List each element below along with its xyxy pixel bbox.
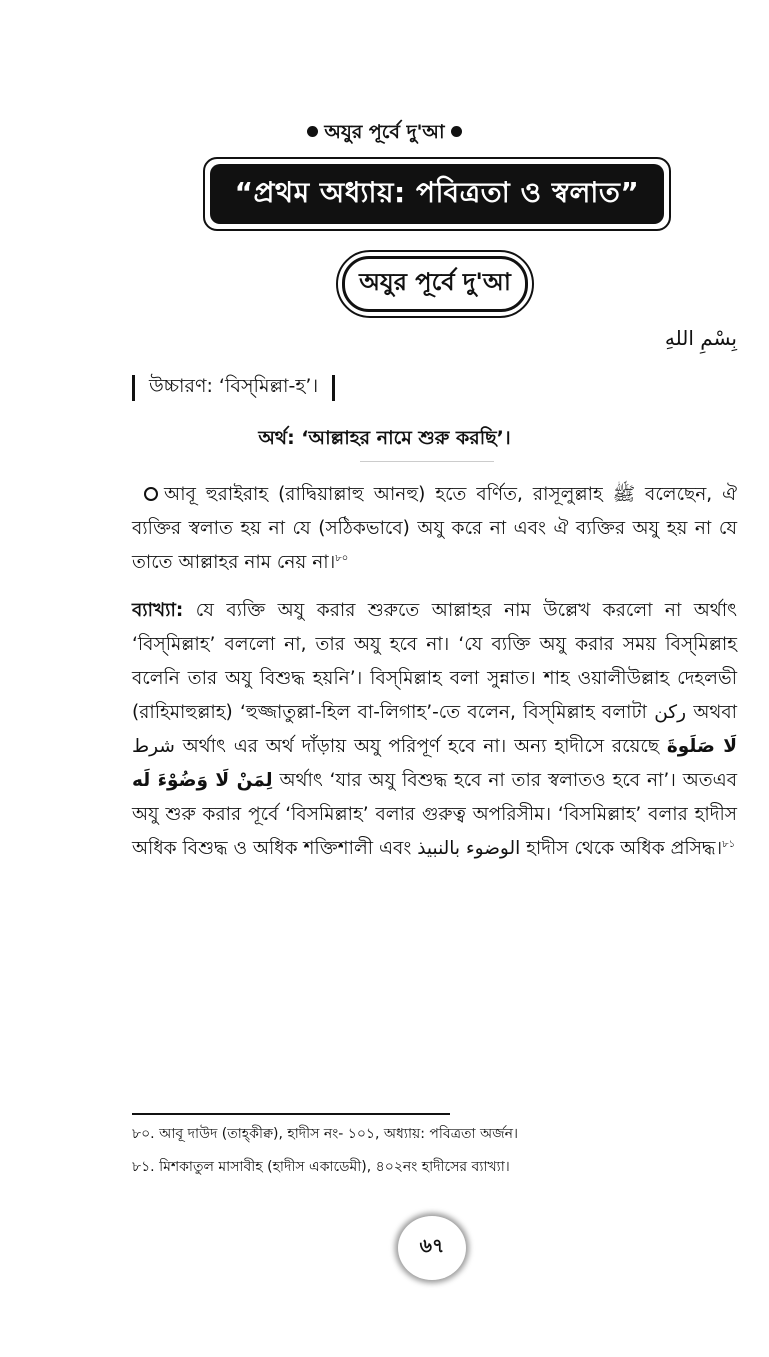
hadith-paragraph: [132, 478, 737, 580]
page-number: ৬৭: [398, 1216, 466, 1280]
bullet-dot-icon: [307, 126, 318, 137]
arabic-nabidh: الوضوء بالنبيذ: [417, 838, 521, 859]
hadith-circle-icon: [144, 487, 158, 501]
explanation-label: ব্যাখ্যা:: [132, 600, 184, 621]
section-title-badge: [336, 250, 534, 318]
section-title: অযুর পূর্বে দু'আ: [342, 256, 528, 312]
chapter-title-box: [203, 157, 671, 231]
footnote-80: ৮০. আবূ দাউদ (তাহ্‌কীক্ব), হাদীস নং- ১০১, অধ্যায়: পবিত্রতা অর্জন।: [132, 1126, 519, 1142]
arabic-hadith-quote: لَا صَلَوةَ لِمَنْ لَا وَضُوْءَ لَه: [132, 736, 737, 791]
running-head: [0, 118, 769, 150]
explanation-footnote-ref[interactable]: ৮১: [722, 838, 736, 850]
pronunciation-line: [132, 372, 349, 404]
meaning-divider: [360, 461, 494, 462]
meaning-text: অর্থ: ‘আল্লাহর নামে শুরু করছি’।: [258, 427, 511, 449]
arabic-rukn: ركن: [654, 702, 687, 723]
explanation-part-3: অর্থাৎ এর অর্থ দাঁড়ায় অযু পরিপূর্ণ হবে না। অন্য হাদীসে রয়েছে: [182, 736, 660, 757]
chapter-title: “প্রথম অধ্যায়: পবিত্রতা ও স্বলাত”: [210, 164, 664, 224]
explanation-part-2: অথবা: [693, 702, 737, 723]
explanation-part-1: যে ব্যক্তি অযু করার শুরুতে আল্লাহর নাম উল্লেখ করলো না অর্থাৎ ‘বিস্‌মিল্লাহ’ বললো না, তার অযু হবে না। ‘যে ব্যক্তি অযু করার সময় বিস্‌মিল্লাহ বলেনি তার অযু বিশুদ্ধ হয়নি’। বিস্‌মিল্লাহ বলা সুন্নাত। শাহ ওয়ালীউল্লাহ দেহলভী (রাহিমাহুল্লাহ) ‘হুজ্জাতুল্লা-হিল বা-লিগাহ’-তে বলেন, বিস্‌মিল্লাহ বলাটা: [132, 600, 737, 723]
explanation-part-5: হাদীস থেকে অধিক প্রসিদ্ধ।: [526, 838, 723, 859]
hadith-footnote-ref[interactable]: ৮০: [335, 552, 349, 564]
footnote-divider: [132, 1113, 450, 1115]
running-head-text: অযুর পূর্বে দু'আ: [324, 121, 445, 143]
left-bar-mark: [132, 375, 135, 401]
bullet-dot-icon: [451, 126, 462, 137]
footnote-81: ৮১. মিশকাতুল মাসাবীহ (হাদীস একাডেমী), ৪০২নং হাদীসের ব্যাখ্যা।: [132, 1159, 510, 1175]
explanation-part-4: অর্থাৎ ‘যার অযু বিশুদ্ধ হবে না তার স্বলাতও হবে না’। অতএব অযু শুরু করার পূর্বে ‘বিসমিল্লাহ’ বলার গুরুত্ব অপরিসীম। ‘বিসমিল্লাহ’ বলার হাদীস অধিক বিশুদ্ধ ও অধিক শক্তিশালী এবং: [132, 770, 737, 859]
pronunciation-text: উচ্চারণ: ‘বিস্‌মিল্লা-হ’।: [149, 375, 319, 397]
right-bar-mark: [332, 375, 335, 401]
hadith-text: আবূ হুরাইরাহ (রাদ্বিয়াল্লাহু আনহু) হতে বর্ণিত, রাসূলুল্লাহ ﷺ বলেছেন, ঐ ব্যক্তির স্বলাত হয় না যে (সঠিকভাবে) অযু করে না এবং ঐ ব্যক্তির অযু হয় না যে তাতে আল্লাহর নাম নেয় না।: [132, 484, 737, 573]
explanation-paragraph: [132, 594, 737, 866]
arabic-bismillah: بِسْمِ اللهِ: [664, 326, 737, 350]
arabic-shart: شرط: [132, 736, 175, 757]
